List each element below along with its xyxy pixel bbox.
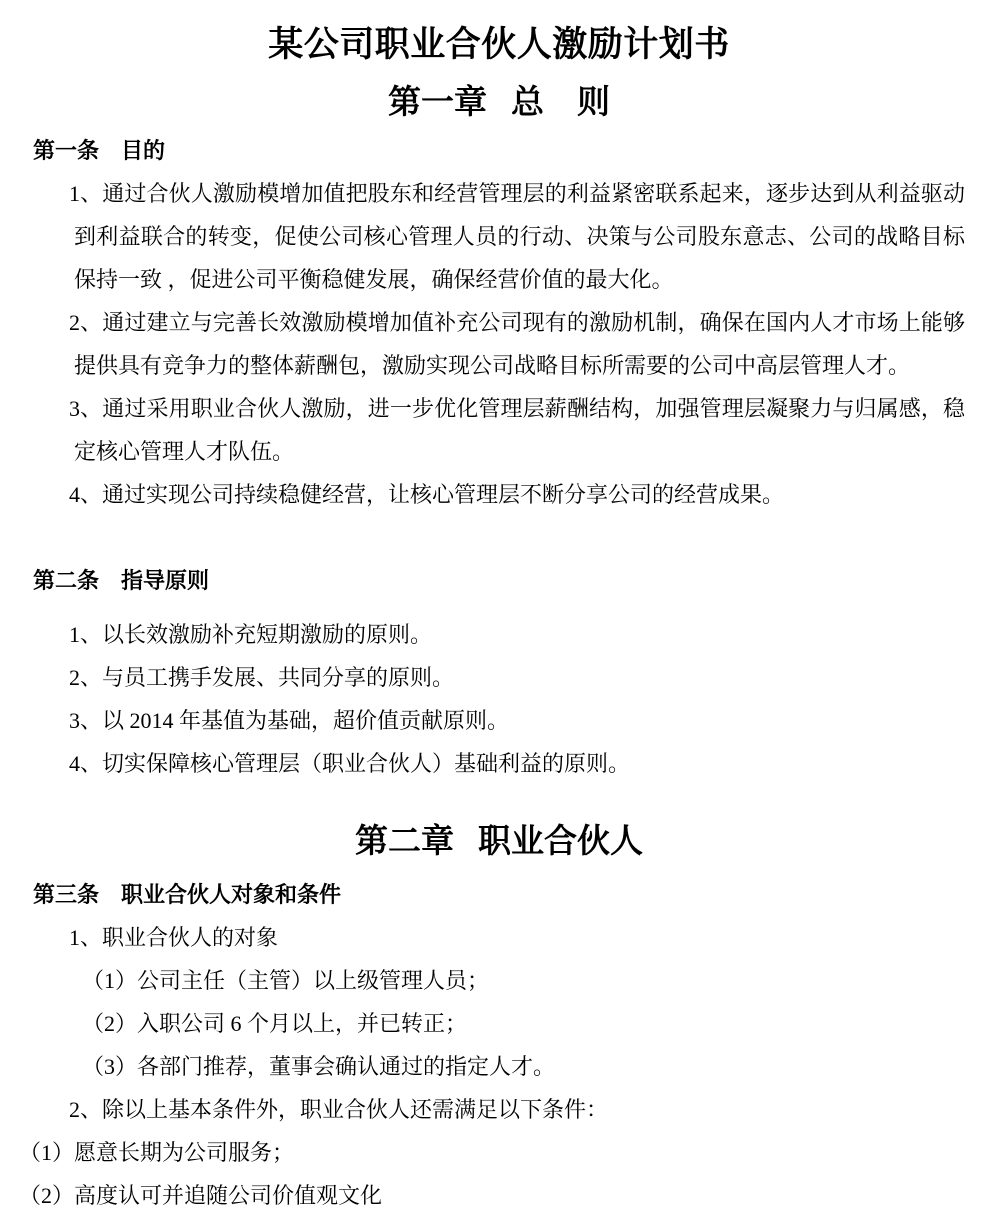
article-1-item-3: 3、通过采用职业合伙人激励，进一步优化管理层薪酬结构，加强管理层凝聚力与归属感，稳定核心管理人才队伍。	[69, 396, 965, 464]
article-1-item-2: 2、通过建立与完善长效激励模增加值补充公司现有的激励机制，确保在国内人才市场上能够提供具有竞争力的整体薪酬包，激励实现公司战略目标所需要的公司中高层管理人才。	[69, 310, 965, 378]
article-1-item-4: 4、通过实现公司持续稳健经营，让核心管理层不断分享公司的经营成果。	[69, 482, 785, 507]
chapter-2-label: 第二章	[355, 824, 454, 860]
article-1-item-1: 1、通过合伙人激励模增加值把股东和经营管理层的利益紧密联系起来，逐步达到从利益驱动到利益联合的转变，促使公司核心管理人员的行动、决策与公司股东意志、公司的战略目标保持一致 ，促进公司平衡稳健发展，确保经营价值的最大化。	[69, 181, 965, 292]
article-3-item-1-sub-1: （1）公司主任（主管）以上级管理人员；	[82, 968, 490, 993]
article-2-section	[0, 559, 998, 785]
article-3-item-1-sub-2: （2）入职公司 6 个月以上，并已转正；	[82, 1011, 468, 1036]
article-3-item-2-sub-2: （2）高度认可并追随公司价值观文化	[19, 1183, 383, 1208]
chapter-1-title: 总 则	[511, 85, 610, 121]
article-3-item-1: 1、职业合伙人的对象	[69, 925, 279, 950]
article-2-item-2: 2、与员工携手发展、共同分享的原则。	[69, 665, 455, 690]
chapter-1-label: 第一章	[388, 85, 487, 121]
article-1-label: 第一条	[33, 138, 100, 163]
article-2-item-3: 3、以 2014 年基值为基础，超价值贡献原则。	[69, 708, 510, 733]
article-2-title: 指导原则	[121, 568, 210, 593]
chapter-1-heading	[0, 82, 998, 125]
article-1-section	[0, 129, 998, 516]
article-2-label: 第二条	[33, 568, 100, 593]
chapter-2-heading	[0, 821, 998, 864]
chapter-2-title: 职业合伙人	[478, 824, 643, 860]
article-2-item-1: 1、以长效激励补充短期激励的原则。	[69, 622, 433, 647]
article-3-heading	[33, 873, 998, 916]
document-title: 某公司职业合伙人激励计划书	[268, 25, 730, 64]
article-3-item-2-sub-1: （1）愿意长期为公司服务；	[19, 1140, 295, 1165]
article-1-heading	[33, 129, 998, 172]
article-3-title: 职业合伙人对象和条件	[121, 882, 342, 907]
article-3-label: 第三条	[33, 882, 100, 907]
article-3-item-2: 2、除以上基本条件外，职业合伙人还需满足以下条件：	[69, 1097, 609, 1122]
article-1-title: 目的	[121, 138, 166, 163]
article-2-heading	[33, 559, 998, 602]
article-3-item-1-sub-3: （3）各部门推荐，董事会确认通过的指定人才。	[82, 1054, 556, 1079]
article-3-section	[0, 873, 998, 1217]
article-2-item-4: 4、切实保障核心管理层（职业合伙人）基础利益的原则。	[69, 751, 631, 776]
